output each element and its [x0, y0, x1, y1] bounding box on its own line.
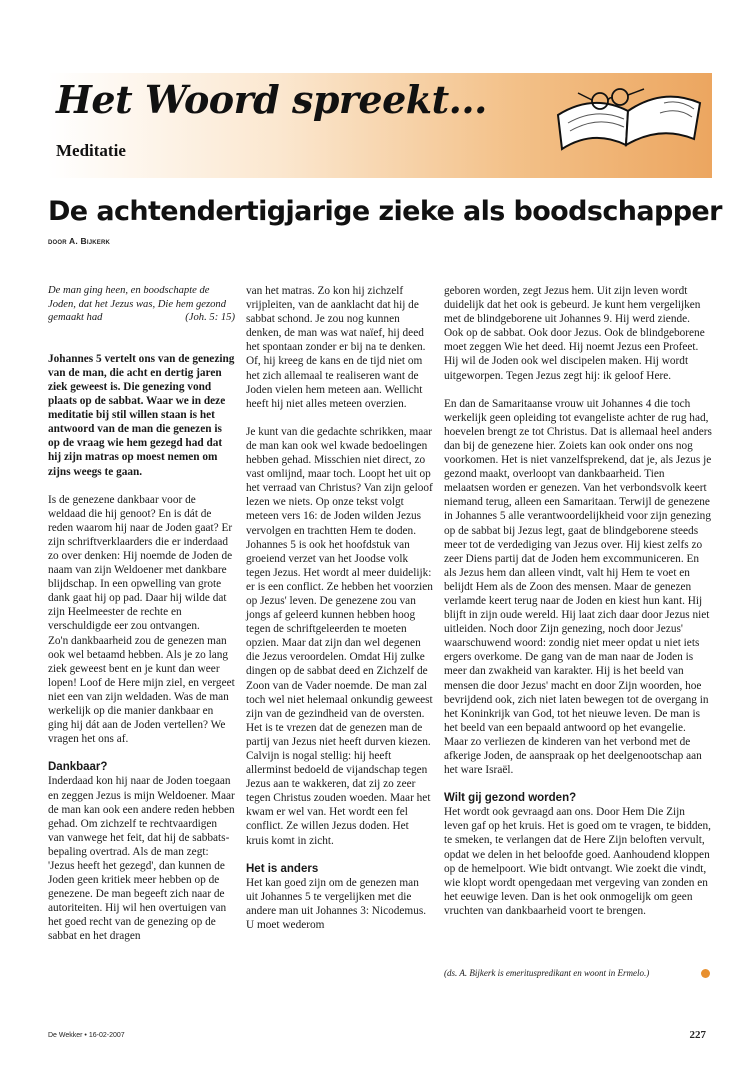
open-book-icon	[548, 73, 708, 153]
paragraph: Het wordt ook gevraagd aan ons. Door Hem Die Zijn leven gaf op het kruis. Het is goed om te vragen, te bidden, te smeken, te verlangen dat de Here Zijn beloften vervult, opdat we delen in het beloofde goed. Aanhoudend kloppen op de hemelpoort. Wie bidt ontvangt. Wie zoekt die vindt, wie klopt wordt opengedaan met vergeving van zonden en het eeuwige leven. Dan is het ook onmogelijk om geen vruchten van dankbaarheid voort te brengen.	[444, 806, 711, 917]
bible-quote	[48, 284, 235, 325]
page-number: 227	[689, 1029, 706, 1041]
article-byline: door A. Bijkerk	[48, 236, 111, 246]
column-1	[48, 284, 235, 944]
paragraph: En dan de Samaritaanse vrouw uit Johannes 4 die toch werkelijk geen opleiding tot evangeliste achter de rug had, hoevelen brengt ze tot Christus. Dat is allemaal heel anders dan bij de genezene hier. Zoiets kan ook onder ons nog voorkomen. Het is niet vanzelfsprekend, dat je, als Jezus je gezond maakt, overloopt van dankbaarheid. Tien melaatsen worden er genezen. Van het verbondsvolk keert niemand terug, alleen een Samaritaan. Terwijl de genezene in Johannes 5 alle verantwoordelijkheid voor zijn genezing op de sabbat bij Jezus legt, gaat de blindgeborene steeds meer tot de verdediging van Jezus over. Hij kiest zelfs zo zeer Diens partij dat de Joden hem excommuniceren. En als Jezus hem dan alleen vindt, valt hij Hem te voet en belijdt Hem als de Zoon des mensen. Maar de genezen verlamde keert terug naar de Joden en kiest hun kant. Hij blijft in zijn oude wereld. Hij laat zich daar door Jezus niet uitleiden. Noch door Zijn genezing, noch door Jezus' waarschuwend woord: zondig niet meer opdat u niet iets ergers overkome. De gang van de man naar de Joden is meer dan zwakheid van karakter. Hij is het beeld van mensen die door Jezus' macht en door Zijn woorden, hoe bevrijdend ook, zich niet laten bewegen tot de overgang in het Koninkrijk van God, tot het nieuwe leven. De man is het beeld van een bepaald antwoord op het evangelie. Maar zo verliezen de kinderen van het verbond met de afkerige Joden, de aanspraak op het deelgenootschap aan het ware Israël.	[444, 397, 712, 777]
subheading-dankbaar: Dankbaar?	[48, 761, 108, 774]
column-3	[444, 284, 712, 918]
quote-text: De man ging heen, en boodschapte de Joden, dat het Jezus was, Die hem gezond gemaakt had	[48, 285, 226, 324]
paragraph: geboren worden, zegt Jezus hem. Uit zijn leven wordt duidelijk dat het ook is gebeurd. Je kunt hem vergelijken met de blindgeborene uit Johannes 9. Hij werd ziende. Ook op de sabbat. Ook door Jezus. Ook de blindgeborene moet zeggen Wie het deed. Hij noemt Jezus een Profeet. Hij wil de Joden ook wel discipelen maken. Hij wordt uitgeworpen. Tegen Jezus zegt hij: ik geloof Here.	[444, 285, 705, 382]
section-title: Het Woord spreekt...	[56, 77, 487, 122]
author-note: (ds. A. Bijkerk is emerituspredikant en woont in Ermelo.)	[444, 968, 650, 978]
paragraph: Je kunt van die gedachte schrikken, maar de man kan ook wel kwade bedoelingen hebben gehad. Misschien niet direct, zo vast omlijnd, maar toch. Loopt het uit op het verraad van Christus? Van zijn geloof lezen we niets. Op onze tekst volgt meteen vers 16: de Joden wilden Jezus vervolgen en trachtten Hem te doden. Johannes 5 is ook het hoofdstuk van groeiend verzet van het Joodse volk tegen Jezus. Het wordt al meer duidelijk: er is een conflict. Ze hebben het voorzien op Jezus' leven. De genezene zou van jongs af geleerd kunnen hebben hoog tegen de schriftgeleerden te moeten opzien. Maar dat zijn dan wel degenen die Jezus veroordelen. Omdat Hij zulke dingen op de sabbat deed en Zichzelf de Zoon van de Vader noemde. De man zal toch wel niet helemaal onkundig geweest zijn van de gezindheid van de oversten. Het is te vrezen dat de genezen man de partij van Jezus niet heeft durven kiezen. Calvijn is nogal stellig: hij heeft allerminst bedoeld de vijandschap tegen Jezus aan te wakkeren, dat zij zo zeer tegen Christus zouden woeden. Maar het kwam er wel van. Het wordt een fel conflict. Ze willen Jezus doden. Het kruis komt in zicht.	[246, 425, 433, 847]
lead-paragraph: Johannes 5 vertelt ons van de genezing van de man, die acht en dertig jaren ziek geweest is. Die genezing vond plaats op de sabbat. Waar we in deze meditatie bij stil willen staan is het antwoord van de man die genezen is op de vraag wie hem gezegd had dat hij zijn matras op moest nemen om zijns weegs te gaan.	[48, 352, 235, 478]
section-subtitle: Meditatie	[56, 141, 126, 160]
paragraph: Zo'n dankbaarheid zou de genezen man ook wel betaamd hebben. Als je zo lang ziek geweest bent en je kunt dan weer lopen! Loof de Here mijn ziel, en vergeet niet een van zijn weldaden. Was de man werkelijk op die manier dankbaar en ging hij dát aan de Joden vertellen? We vragen het ons af.	[48, 634, 235, 746]
publication-footer: De Wekker • 16-02-2007	[48, 1032, 125, 1039]
paragraph: Inderdaad kon hij naar de Joden toegaan en zeggen Jezus is mijn Weldoener. Maar de man kan ook een andere reden hebben gehad. Om zichzelf te rechtvaardigen van vanwege het feit, dat hij de sabbatsbepaling overtrad. Als de man zegt: 'Jezus heeft het gezegd', dan kunnen de Joden geen kritiek meer hebben op de genezene. De man begeeft zich naar de autoriteiten. Hij wil hen overtuigen van het goed recht van de genezing op de sabbat en het dragen	[48, 775, 235, 943]
subheading-het-is-anders: Het is anders	[246, 862, 319, 875]
subheading-wilt-gij-gezond-worden: Wilt gij gezond worden?	[444, 792, 577, 805]
paragraph: van het matras. Zo kon hij zichzelf vrijpleiten, van de aanklacht dat hij de sabbat schond. Je zou nog kunnen denken, de man was wat naïef, hij deed het spontaan zonder er bij na te denken. Of, hij kreeg de kans en de tijd niet om het zich allemaal te realiseren want de Joden vielen hem meteen aan. Wellicht heeft hij niet alles meteen overzien.	[246, 285, 426, 410]
column-2	[246, 284, 433, 932]
paragraph: Het kan goed zijn om de genezen man uit Johannes 5 te vergelijken met die andere man uit Johannes 3: Nicodemus. U moet wederom	[246, 876, 427, 932]
article-headline: De achtendertigjarige zieke als boodschapper	[48, 196, 722, 227]
end-mark-dot	[701, 969, 710, 978]
paragraph: Is de genezene dankbaar voor de weldaad die hij genoot? En is dát de reden waarom hij naar de Joden gaat? Er zijn schriftverklaarders die er inderdaad zo over denken: Hij noemde de Joden de naam van zijn Weldoener met dankbare blijdschap. In een opwelling van grote dank gaat hij op pad. Daar hij wilde dat zijn Heelmeester de rechte en verschuldigde eer zou ontvangen.	[48, 493, 233, 633]
section-banner	[48, 73, 712, 178]
quote-reference: (Joh. 5: 15)	[185, 312, 235, 324]
